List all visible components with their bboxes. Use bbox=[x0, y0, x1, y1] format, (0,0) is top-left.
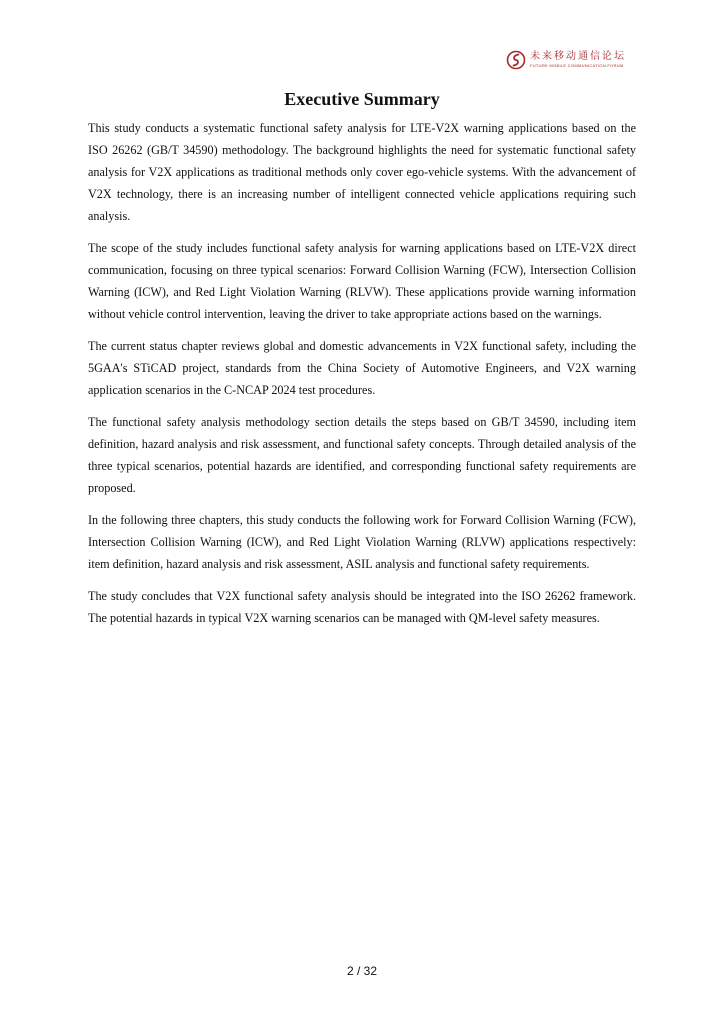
forum-logo-text bbox=[530, 51, 626, 69]
forum-logo-chinese: 未来移动通信论坛 bbox=[530, 51, 626, 62]
paragraph-2: The scope of the study includes functional safety analysis for warning applications based on LTE-V2X direct communication, focusing on three typical scenarios: Forward Collision Warning (FCW), Intersection Collision Warning (ICW), and Red Light Violation Warning (RLVW). These applications provide warning information without vehicle control intervention, leaving the driver to take appropriate actions based on the warnings. bbox=[88, 241, 636, 321]
paragraph-4: The functional safety analysis methodology section details the steps based on GB/T 34590, including item definition, hazard analysis and risk assessment, and functional safety concepts. Through detailed analysis of the three typical scenarios, potential hazards are identified, and corresponding functional safety requirements are proposed. bbox=[88, 415, 636, 495]
document-body bbox=[88, 117, 636, 639]
page-number: 2 / 32 bbox=[346, 964, 378, 978]
page-title: Executive Summary bbox=[284, 89, 440, 109]
paragraph-6: The study concludes that V2X functional safety analysis should be integrated into the ISO 26262 framework. The potential hazards in typical V2X warning scenarios can be managed with QM-level safety measures. bbox=[88, 589, 636, 625]
forum-logo-english: FUTURE MOBILE COMMUNICATION FORUM bbox=[530, 63, 624, 68]
paragraph-3: The current status chapter reviews global and domestic advancements in V2X functional safety, including the 5GAA's STiCAD project, standards from the China Society of Automotive Engineers, and V2X warning application scenarios in the C-NCAP 2024 test procedures. bbox=[88, 339, 636, 397]
forum-logo-icon bbox=[506, 50, 526, 70]
forum-logo bbox=[506, 50, 626, 70]
paragraph-1: This study conducts a systematic functional safety analysis for LTE-V2X warning applications based on the ISO 26262 (GB/T 34590) methodology. The background highlights the need for systematic functional safety analysis for V2X applications as traditional methods only cover ego-vehicle systems. With the advancement of V2X technology, there is an increasing number of intelligent connected vehicle applications requiring such analysis. bbox=[88, 121, 636, 223]
paragraph-5: In the following three chapters, this study conducts the following work for Forward Collision Warning (FCW), Intersection Collision Warning (ICW), and Red Light Violation Warning (RLVW) applications respectively: item definition, hazard analysis and risk assessment, ASIL analysis and functional safety requirements. bbox=[88, 513, 636, 571]
